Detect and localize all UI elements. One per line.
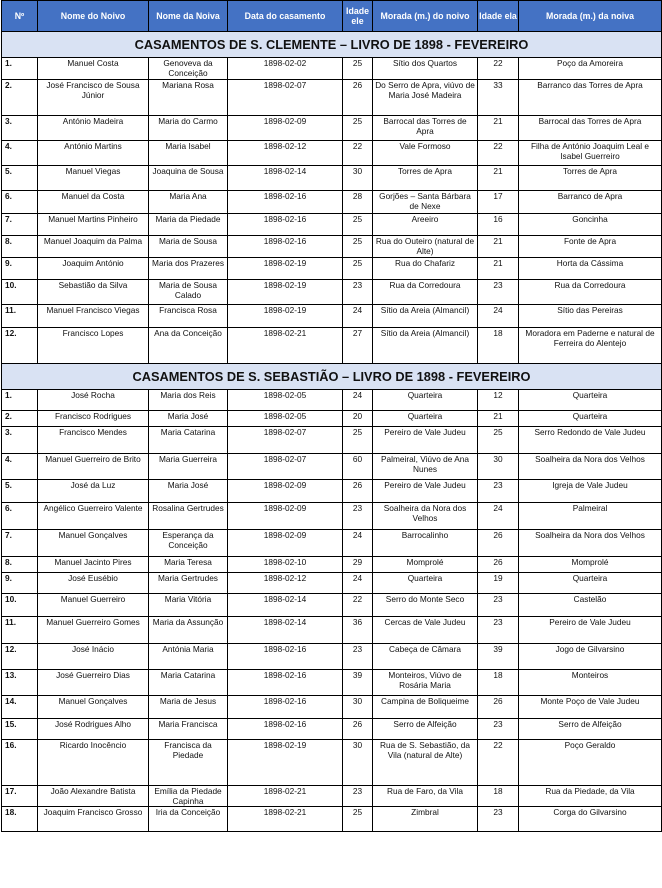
date-cell: 1898-02-02 [228, 58, 343, 80]
bride-age-cell: 19 [478, 573, 519, 594]
bride-age-cell: 22 [478, 58, 519, 80]
bride-age-cell: 23 [478, 280, 519, 305]
groom-age-cell: 30 [343, 696, 373, 719]
table-row [2, 191, 662, 214]
bride-name-cell: Joaquina de Sousa [149, 166, 228, 191]
groom-name-cell: José Francisco de Sousa Júnior [38, 80, 149, 116]
bride-age-cell: 22 [478, 141, 519, 166]
number-cell: 11. [2, 617, 38, 644]
bride-age-cell: 24 [478, 305, 519, 328]
groom-age-cell: 25 [343, 236, 373, 258]
bride-address-cell: Fonte de Apra [519, 236, 662, 258]
bride-age-cell: 21 [478, 116, 519, 141]
bride-address-cell: Sítio das Pereiras [519, 305, 662, 328]
bride-name-cell: Maria Francisca [149, 719, 228, 740]
bride-age-cell: 26 [478, 696, 519, 719]
groom-name-cell: Manuel Gonçalves [38, 530, 149, 557]
bride-address-cell: Serro Redondo de Vale Judeu [519, 427, 662, 454]
bride-address-cell: Soalheira da Nora dos Velhos [519, 454, 662, 480]
bride-age-cell: 18 [478, 670, 519, 696]
number-cell: 2. [2, 411, 38, 427]
number-cell: 18. [2, 807, 38, 832]
groom-age-cell: 30 [343, 166, 373, 191]
groom-address-cell: Palmeiral, Viúvo de Ana Nunes [373, 454, 478, 480]
groom-age-cell: 26 [343, 480, 373, 503]
groom-name-cell: Francisco Rodrigues [38, 411, 149, 427]
bride-address-cell: Barrocal das Torres de Apra [519, 116, 662, 141]
table-row [2, 530, 662, 557]
groom-name-cell: António Madeira [38, 116, 149, 141]
bride-name-cell: Emília da Piedade Capinha [149, 786, 228, 807]
header-groom-address: Morada (m.) do noivo [373, 1, 478, 32]
bride-age-cell: 12 [478, 390, 519, 411]
number-cell: 3. [2, 116, 38, 141]
table-row [2, 258, 662, 280]
header-bride-name: Nome da Noiva [149, 1, 228, 32]
groom-address-cell: Rua de Faro, da Vila [373, 786, 478, 807]
bride-address-cell: Castelão [519, 594, 662, 617]
bride-age-cell: 21 [478, 166, 519, 191]
bride-name-cell: Genoveva da Conceição [149, 58, 228, 80]
table-row [2, 214, 662, 236]
date-cell: 1898-02-14 [228, 166, 343, 191]
groom-name-cell: Manuel Viegas [38, 166, 149, 191]
date-cell: 1898-02-14 [228, 594, 343, 617]
number-cell: 12. [2, 644, 38, 670]
groom-address-cell: Torres de Apra [373, 166, 478, 191]
table-row [2, 503, 662, 530]
header-bride-age: Idade ela [478, 1, 519, 32]
groom-name-cell: Manuel da Costa [38, 191, 149, 214]
number-cell: 12. [2, 328, 38, 364]
bride-age-cell: 23 [478, 480, 519, 503]
bride-name-cell: Maria dos Reis [149, 390, 228, 411]
groom-address-cell: Pereiro de Vale Judeu [373, 480, 478, 503]
groom-name-cell: José Guerreiro Dias [38, 670, 149, 696]
bride-age-cell: 30 [478, 454, 519, 480]
table-row [2, 807, 662, 832]
bride-name-cell: Maria Ana [149, 191, 228, 214]
table-row [2, 480, 662, 503]
bride-address-cell: Corga do Gilvarsino [519, 807, 662, 832]
groom-name-cell: Manuel Joaquim da Palma [38, 236, 149, 258]
date-cell: 1898-02-16 [228, 214, 343, 236]
groom-age-cell: 23 [343, 503, 373, 530]
groom-age-cell: 24 [343, 573, 373, 594]
groom-age-cell: 20 [343, 411, 373, 427]
table-row [2, 573, 662, 594]
groom-age-cell: 24 [343, 390, 373, 411]
bride-age-cell: 21 [478, 258, 519, 280]
header-number: Nº [2, 1, 38, 32]
groom-age-cell: 39 [343, 670, 373, 696]
groom-address-cell: Areeiro [373, 214, 478, 236]
groom-address-cell: Barrocalinho [373, 530, 478, 557]
date-cell: 1898-02-16 [228, 670, 343, 696]
table-row [2, 696, 662, 719]
groom-name-cell: Manuel Jacinto Pires [38, 557, 149, 573]
bride-address-cell: Barranco de Apra [519, 191, 662, 214]
groom-address-cell: Serro de Alfeição [373, 719, 478, 740]
groom-name-cell: Manuel Guerreiro [38, 594, 149, 617]
bride-age-cell: 26 [478, 530, 519, 557]
groom-address-cell: Do Serro de Apra, viúvo de Maria José Madeira [373, 80, 478, 116]
bride-age-cell: 25 [478, 427, 519, 454]
number-cell: 7. [2, 214, 38, 236]
groom-name-cell: Francisco Mendes [38, 427, 149, 454]
groom-address-cell: Soalheira da Nora dos Velhos [373, 503, 478, 530]
number-cell: 17. [2, 786, 38, 807]
header-groom-name: Nome do Noivo [38, 1, 149, 32]
bride-address-cell: Poço Geraldo [519, 740, 662, 786]
bride-name-cell: Maria Isabel [149, 141, 228, 166]
bride-age-cell: 18 [478, 328, 519, 364]
bride-address-cell: Rua da Piedade, da Vila [519, 786, 662, 807]
date-cell: 1898-02-07 [228, 454, 343, 480]
groom-name-cell: Manuel Martins Pinheiro [38, 214, 149, 236]
groom-name-cell: Manuel Gonçalves [38, 696, 149, 719]
number-cell: 13. [2, 670, 38, 696]
bride-name-cell: Maria José [149, 411, 228, 427]
table-row [2, 411, 662, 427]
bride-name-cell: Rosalina Gertrudes [149, 503, 228, 530]
groom-name-cell: João Alexandre Batista [38, 786, 149, 807]
groom-name-cell: José Rodrigues Alho [38, 719, 149, 740]
groom-age-cell: 22 [343, 141, 373, 166]
groom-age-cell: 25 [343, 427, 373, 454]
number-cell: 4. [2, 141, 38, 166]
groom-address-cell: Rua do Chafariz [373, 258, 478, 280]
bride-age-cell: 22 [478, 740, 519, 786]
number-cell: 9. [2, 258, 38, 280]
groom-age-cell: 36 [343, 617, 373, 644]
number-cell: 4. [2, 454, 38, 480]
bride-name-cell: Maria da Piedade [149, 214, 228, 236]
date-cell: 1898-02-21 [228, 786, 343, 807]
number-cell: 8. [2, 557, 38, 573]
table-row [2, 116, 662, 141]
groom-address-cell: Rua do Outeiro (natural de Alte) [373, 236, 478, 258]
groom-address-cell: Serro do Monte Seco [373, 594, 478, 617]
table-row [2, 166, 662, 191]
table-row [2, 427, 662, 454]
bride-address-cell: Goncinha [519, 214, 662, 236]
bride-address-cell: Quarteira [519, 573, 662, 594]
number-cell: 5. [2, 166, 38, 191]
bride-name-cell: Maria José [149, 480, 228, 503]
groom-age-cell: 23 [343, 786, 373, 807]
date-cell: 1898-02-16 [228, 644, 343, 670]
groom-address-cell: Momprolé [373, 557, 478, 573]
section-title: CASAMENTOS DE S. SEBASTIÃO – LIVRO DE 1898 - FEVEREIRO [2, 364, 662, 390]
number-cell: 6. [2, 191, 38, 214]
date-cell: 1898-02-09 [228, 503, 343, 530]
table-row [2, 80, 662, 116]
number-cell: 2. [2, 80, 38, 116]
date-cell: 1898-02-09 [228, 530, 343, 557]
date-cell: 1898-02-07 [228, 80, 343, 116]
groom-address-cell: Sítio da Areia (Almancil) [373, 305, 478, 328]
bride-age-cell: 21 [478, 411, 519, 427]
number-cell: 7. [2, 530, 38, 557]
bride-address-cell: Monte Poço de Vale Judeu [519, 696, 662, 719]
groom-address-cell: Campina de Boliqueime [373, 696, 478, 719]
date-cell: 1898-02-12 [228, 141, 343, 166]
groom-age-cell: 22 [343, 594, 373, 617]
date-cell: 1898-02-19 [228, 740, 343, 786]
bride-address-cell: Monteiros [519, 670, 662, 696]
groom-address-cell: Cercas de Vale Judeu [373, 617, 478, 644]
number-cell: 1. [2, 58, 38, 80]
bride-age-cell: 39 [478, 644, 519, 670]
groom-name-cell: Sebastião da Silva [38, 280, 149, 305]
groom-age-cell: 28 [343, 191, 373, 214]
marriage-register-table [1, 0, 662, 832]
bride-address-cell: Torres de Apra [519, 166, 662, 191]
groom-age-cell: 25 [343, 258, 373, 280]
groom-address-cell: Sítio dos Quartos [373, 58, 478, 80]
section-title-row [2, 364, 662, 390]
bride-address-cell: Jogo de Gilvarsino [519, 644, 662, 670]
groom-age-cell: 23 [343, 644, 373, 670]
bride-age-cell: 23 [478, 594, 519, 617]
groom-age-cell: 25 [343, 116, 373, 141]
table-row [2, 390, 662, 411]
number-cell: 8. [2, 236, 38, 258]
groom-name-cell: Manuel Costa [38, 58, 149, 80]
bride-name-cell: Maria Catarina [149, 670, 228, 696]
bride-address-cell: Rua da Corredoura [519, 280, 662, 305]
groom-name-cell: José da Luz [38, 480, 149, 503]
table-row [2, 58, 662, 80]
bride-name-cell: Maria do Carmo [149, 116, 228, 141]
groom-address-cell: Cabeça de Câmara [373, 644, 478, 670]
section-title-row [2, 32, 662, 58]
bride-address-cell: Soalheira da Nora dos Velhos [519, 530, 662, 557]
date-cell: 1898-02-16 [228, 236, 343, 258]
bride-age-cell: 24 [478, 503, 519, 530]
bride-name-cell: Maria de Sousa [149, 236, 228, 258]
bride-address-cell: Quarteira [519, 390, 662, 411]
groom-name-cell: José Rocha [38, 390, 149, 411]
date-cell: 1898-02-14 [228, 617, 343, 644]
date-cell: 1898-02-10 [228, 557, 343, 573]
header-bride-address: Morada (m.) da noiva [519, 1, 662, 32]
bride-name-cell: Iria da Conceição [149, 807, 228, 832]
groom-age-cell: 60 [343, 454, 373, 480]
groom-age-cell: 25 [343, 807, 373, 832]
table-row [2, 141, 662, 166]
groom-address-cell: Quarteira [373, 390, 478, 411]
date-cell: 1898-02-16 [228, 696, 343, 719]
groom-name-cell: Ricardo Inocêncio [38, 740, 149, 786]
groom-age-cell: 26 [343, 719, 373, 740]
table-row [2, 670, 662, 696]
groom-address-cell: Sítio da Areia (Almancil) [373, 328, 478, 364]
groom-age-cell: 30 [343, 740, 373, 786]
bride-name-cell: Maria Gertrudes [149, 573, 228, 594]
bride-name-cell: Maria dos Prazeres [149, 258, 228, 280]
groom-age-cell: 25 [343, 214, 373, 236]
date-cell: 1898-02-05 [228, 390, 343, 411]
bride-age-cell: 21 [478, 236, 519, 258]
number-cell: 15. [2, 719, 38, 740]
groom-address-cell: Rua de S. Sebastião, da Vila (natural de Alte) [373, 740, 478, 786]
table-row [2, 644, 662, 670]
date-cell: 1898-02-21 [228, 807, 343, 832]
bride-name-cell: Maria Vitória [149, 594, 228, 617]
groom-address-cell: Vale Formoso [373, 141, 478, 166]
date-cell: 1898-02-21 [228, 328, 343, 364]
bride-age-cell: 17 [478, 191, 519, 214]
number-cell: 6. [2, 503, 38, 530]
bride-name-cell: Antónia Maria [149, 644, 228, 670]
date-cell: 1898-02-19 [228, 258, 343, 280]
header-groom-age: Idade ele [343, 1, 373, 32]
table-row [2, 557, 662, 573]
bride-name-cell: Maria Teresa [149, 557, 228, 573]
number-cell: 14. [2, 696, 38, 719]
bride-address-cell: Moradora em Paderne e natural de Ferreira do Alentejo [519, 328, 662, 364]
groom-age-cell: 26 [343, 80, 373, 116]
date-cell: 1898-02-05 [228, 411, 343, 427]
groom-age-cell: 29 [343, 557, 373, 573]
table-body [2, 32, 662, 832]
bride-address-cell: Quarteira [519, 411, 662, 427]
groom-name-cell: Manuel Francisco Viegas [38, 305, 149, 328]
table-row [2, 740, 662, 786]
bride-address-cell: Momprolé [519, 557, 662, 573]
bride-name-cell: Maria de Jesus [149, 696, 228, 719]
groom-name-cell: Francisco Lopes [38, 328, 149, 364]
date-cell: 1898-02-09 [228, 480, 343, 503]
bride-age-cell: 23 [478, 719, 519, 740]
table-row [2, 305, 662, 328]
groom-address-cell: Gorjões – Santa Bárbara de Nexe [373, 191, 478, 214]
number-cell: 9. [2, 573, 38, 594]
groom-address-cell: Barrocal das Torres de Apra [373, 116, 478, 141]
bride-age-cell: 33 [478, 80, 519, 116]
groom-name-cell: José Inácio [38, 644, 149, 670]
groom-address-cell: Rua da Corredoura [373, 280, 478, 305]
bride-name-cell: Maria de Sousa Calado [149, 280, 228, 305]
bride-address-cell: Poço da Amoreira [519, 58, 662, 80]
bride-name-cell: Ana da Conceição [149, 328, 228, 364]
groom-address-cell: Zimbral [373, 807, 478, 832]
date-cell: 1898-02-19 [228, 305, 343, 328]
groom-name-cell: Joaquim Francisco Grosso [38, 807, 149, 832]
groom-address-cell: Pereiro de Vale Judeu [373, 427, 478, 454]
bride-name-cell: Francisca Rosa [149, 305, 228, 328]
bride-name-cell: Maria da Assunção [149, 617, 228, 644]
number-cell: 1. [2, 390, 38, 411]
groom-name-cell: José Eusébio [38, 573, 149, 594]
number-cell: 5. [2, 480, 38, 503]
date-cell: 1898-02-07 [228, 427, 343, 454]
number-cell: 10. [2, 280, 38, 305]
groom-age-cell: 24 [343, 305, 373, 328]
bride-name-cell: Francisca da Piedade [149, 740, 228, 786]
bride-address-cell: Igreja de Vale Judeu [519, 480, 662, 503]
groom-name-cell: Manuel Guerreiro Gomes [38, 617, 149, 644]
groom-name-cell: Manuel Guerreiro de Brito [38, 454, 149, 480]
bride-address-cell: Serro de Alfeição [519, 719, 662, 740]
table-row [2, 328, 662, 364]
number-cell: 11. [2, 305, 38, 328]
groom-name-cell: António Martins [38, 141, 149, 166]
bride-name-cell: Mariana Rosa [149, 80, 228, 116]
bride-address-cell: Palmeiral [519, 503, 662, 530]
date-cell: 1898-02-19 [228, 280, 343, 305]
groom-age-cell: 25 [343, 58, 373, 80]
table-row [2, 454, 662, 480]
groom-address-cell: Quarteira [373, 573, 478, 594]
groom-name-cell: Angélico Guerreiro Valente [38, 503, 149, 530]
bride-address-cell: Pereiro de Vale Judeu [519, 617, 662, 644]
bride-age-cell: 23 [478, 617, 519, 644]
date-cell: 1898-02-16 [228, 191, 343, 214]
bride-address-cell: Barranco das Torres de Apra [519, 80, 662, 116]
groom-address-cell: Monteiros, Viúvo de Rosária Maria [373, 670, 478, 696]
groom-name-cell: Joaquim António [38, 258, 149, 280]
bride-name-cell: Maria Guerreira [149, 454, 228, 480]
bride-address-cell: Horta da Cássima [519, 258, 662, 280]
bride-name-cell: Esperança da Conceição [149, 530, 228, 557]
number-cell: 3. [2, 427, 38, 454]
groom-age-cell: 23 [343, 280, 373, 305]
groom-address-cell: Quarteira [373, 411, 478, 427]
date-cell: 1898-02-09 [228, 116, 343, 141]
number-cell: 16. [2, 740, 38, 786]
table-row [2, 236, 662, 258]
table-row [2, 617, 662, 644]
bride-age-cell: 16 [478, 214, 519, 236]
date-cell: 1898-02-16 [228, 719, 343, 740]
table-row [2, 719, 662, 740]
bride-name-cell: Maria Catarina [149, 427, 228, 454]
section-title: CASAMENTOS DE S. CLEMENTE – LIVRO DE 1898 - FEVEREIRO [2, 32, 662, 58]
number-cell: 10. [2, 594, 38, 617]
bride-age-cell: 18 [478, 786, 519, 807]
header-wedding-date: Data do casamento [228, 1, 343, 32]
bride-age-cell: 26 [478, 557, 519, 573]
table-row [2, 280, 662, 305]
header-row [2, 1, 662, 32]
bride-age-cell: 23 [478, 807, 519, 832]
groom-age-cell: 27 [343, 328, 373, 364]
date-cell: 1898-02-12 [228, 573, 343, 594]
table-row [2, 786, 662, 807]
bride-address-cell: Filha de António Joaquim Leal e Isabel Guerreiro [519, 141, 662, 166]
groom-age-cell: 24 [343, 530, 373, 557]
table-row [2, 594, 662, 617]
